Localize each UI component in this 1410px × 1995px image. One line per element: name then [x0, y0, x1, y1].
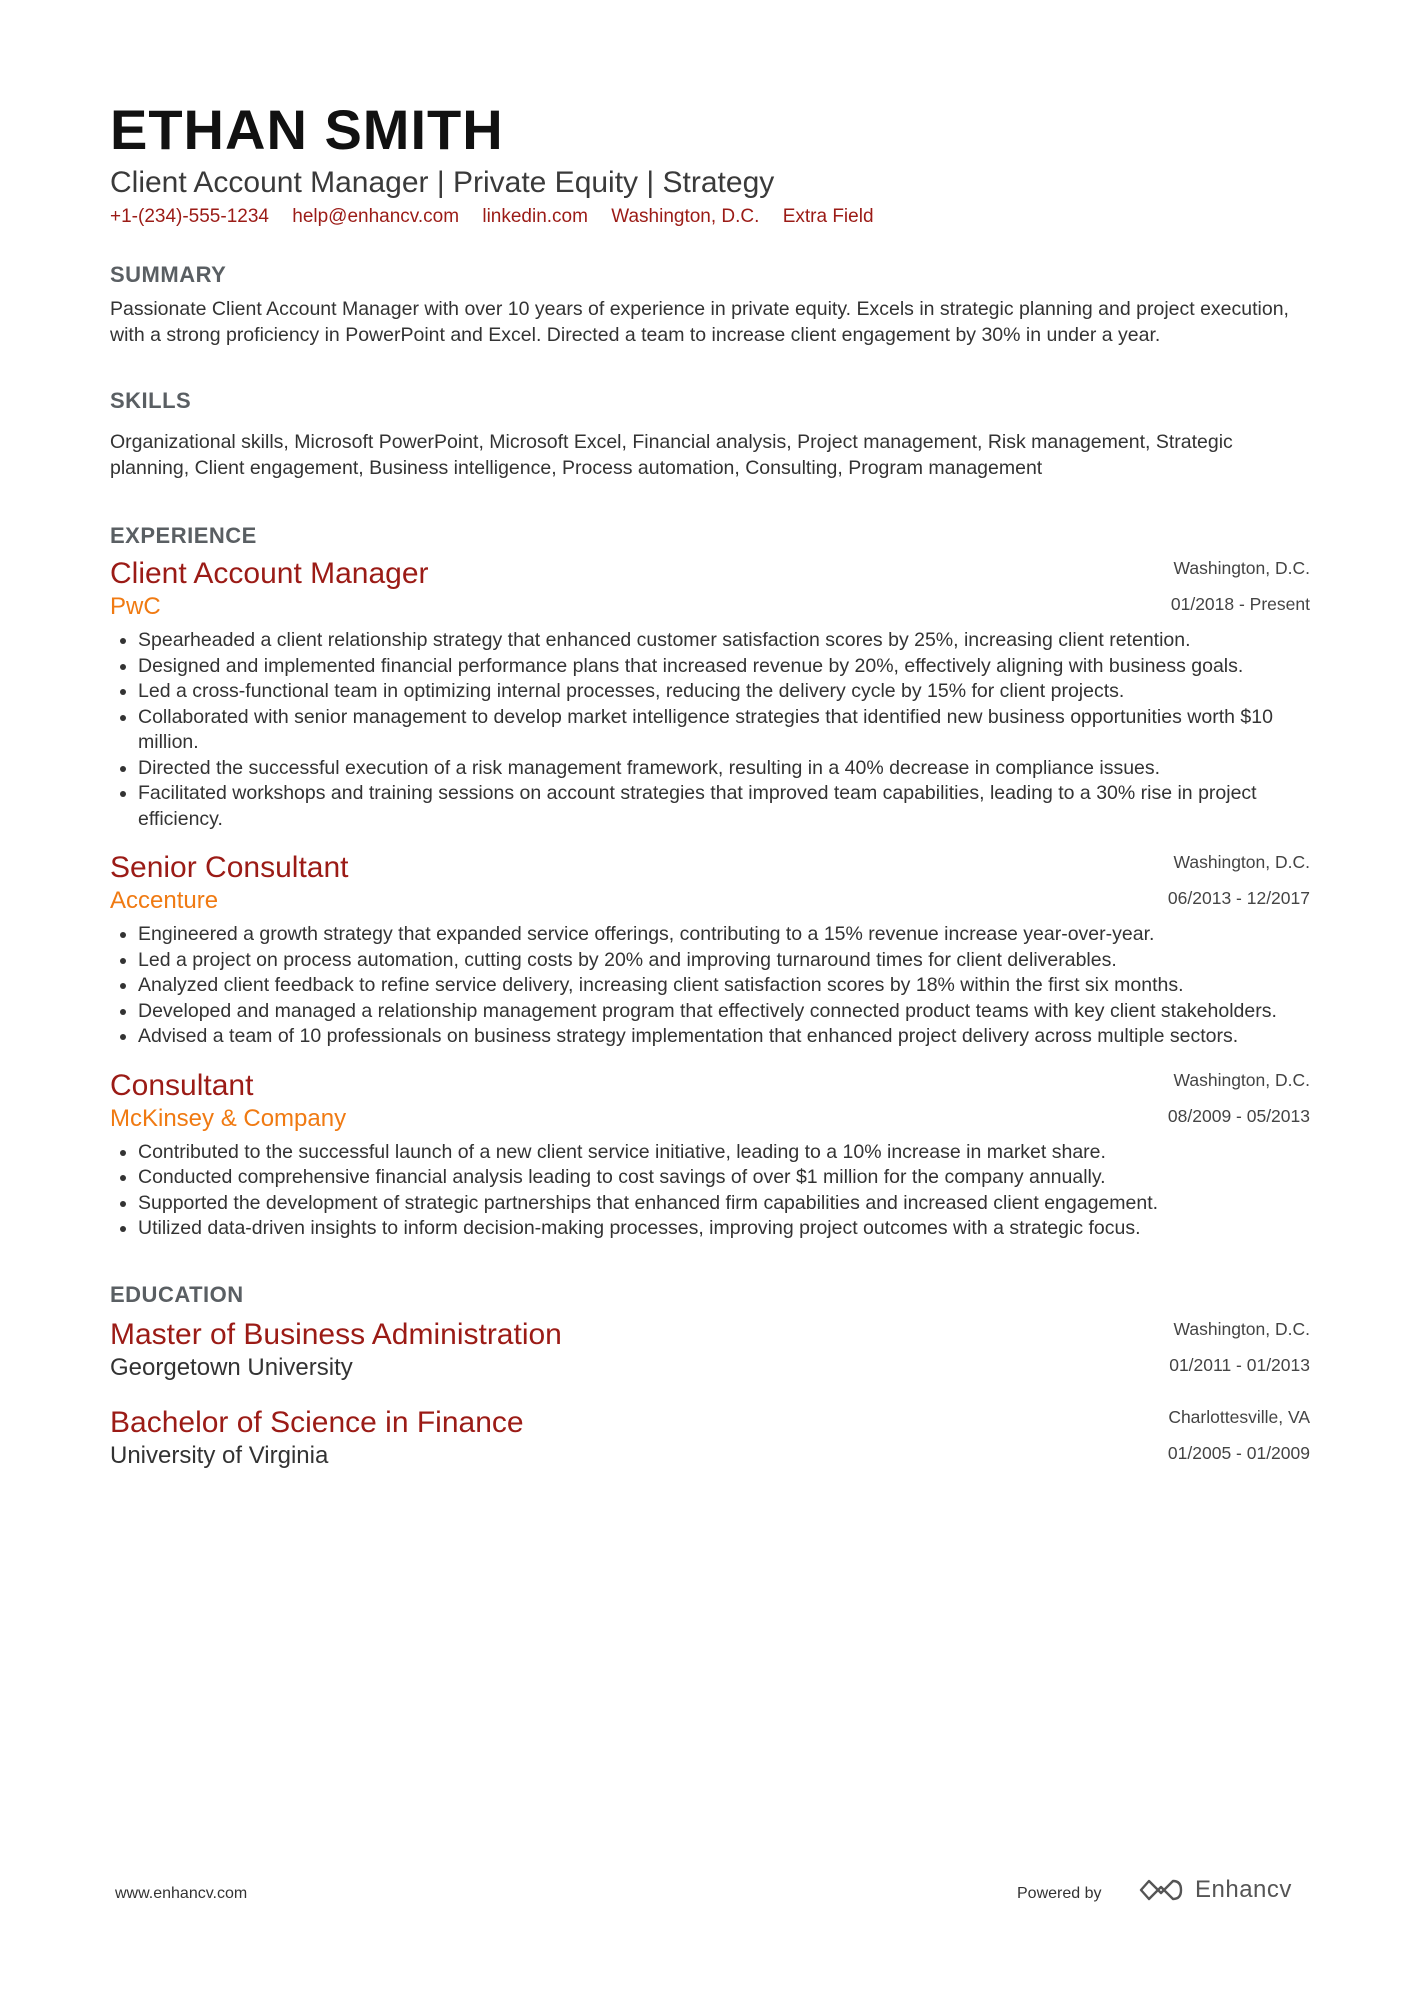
job-company: McKinsey & Company: [110, 1104, 347, 1132]
job-entry: [110, 556, 1310, 832]
summary-section: [110, 260, 1310, 348]
contact-bar: [110, 204, 1310, 230]
list-item: • Led a cross-functional team in optimizing internal processes, reducing the delivery cycle by 15% for client projects.: [138, 679, 1310, 705]
list-item: • Led a project on process automation, cutting costs by 20% and improving turnaround times for client deliverables.: [138, 948, 1310, 974]
list-item: • Collaborated with senior management to develop market intelligence strategies that identified new business opportunities worth $10 million.: [138, 705, 1310, 756]
contact-location: Washington, D.C.: [611, 206, 760, 227]
job-company: Accenture: [110, 887, 219, 914]
list-item: • Conducted comprehensive financial analysis leading to cost savings of over $1 million for the company annually.: [138, 1165, 1310, 1191]
list-item: • Directed the successful execution of a risk management framework, resulting in a 40% decrease in compliance issues.: [138, 756, 1310, 782]
degree: Bachelor of Science in Finance: [110, 1405, 524, 1439]
education-entry: [110, 1317, 1310, 1383]
list-item: • Facilitated workshops and training sessions on account strategies that improved team capabilities, leading to a 30% rise in project efficiency.: [138, 781, 1310, 832]
education-dates: 01/2011 - 01/2013: [1169, 1354, 1310, 1375]
list-item: • Spearheaded a client relationship strategy that enhanced customer satisfaction scores by 25%, increasing client retention.: [138, 628, 1310, 654]
job-dates: 06/2013 - 12/2017: [1167, 888, 1310, 908]
skills-text: Organizational skills, Microsoft PowerPoint, Microsoft Excel, Financial analysis, Project management, Risk management, Strategic planning, Client engagement, Business intelligence, Process automation, Consulting, Program management: [110, 431, 1233, 479]
education-location: Washington, D.C.: [1173, 1318, 1310, 1339]
list-item: • Utilized data-driven insights to inform decision-making processes, improving project outcomes with a strategic focus.: [138, 1216, 1310, 1242]
education-header: [110, 1405, 1310, 1471]
brand-name: Enhancv: [1195, 1876, 1292, 1903]
job-entry: [110, 850, 1310, 1050]
job-location: Washington, D.C.: [1173, 558, 1310, 578]
brand-logo[interactable]: [1137, 1876, 1292, 1904]
job-location: Washington, D.C.: [1173, 1069, 1310, 1090]
experience-heading: EXPERIENCE: [110, 523, 257, 548]
candidate-title: Client Account Manager | Private Equity | Strategy: [110, 166, 775, 199]
job-dates: 08/2009 - 05/2013: [1167, 1105, 1310, 1126]
job-bullets: [110, 922, 1310, 1050]
experience-section: [110, 521, 1310, 1242]
candidate-name: ETHAN SMITH: [110, 98, 504, 161]
enhancv-logo-icon: [1137, 1877, 1185, 1903]
education-section: [110, 1280, 1310, 1471]
contact-extra: Extra Field: [782, 206, 874, 227]
job-bullets: [110, 628, 1310, 832]
contact-phone[interactable]: +1-(234)-555-1234: [110, 206, 269, 227]
school: University of Virginia: [110, 1441, 329, 1469]
resume: [110, 98, 1310, 1471]
footer-site-link[interactable]: www.enhancv.com: [115, 1885, 248, 1902]
job-header: [110, 556, 1310, 622]
list-item: • Contributed to the successful launch of a new client service initiative, leading to a 10% increase in market share.: [138, 1140, 1310, 1166]
powered-by-label: Powered by: [1017, 1885, 1102, 1902]
skills-heading: SKILLS: [110, 388, 192, 413]
education-heading: EDUCATION: [110, 1281, 244, 1307]
contact-linkedin[interactable]: linkedin.com: [482, 206, 588, 227]
school: Georgetown University: [110, 1353, 353, 1381]
education-location: Charlottesville, VA: [1168, 1406, 1310, 1427]
list-item: • Supported the development of strategic partnerships that enhanced firm capabilities and increased client engagement.: [138, 1191, 1310, 1217]
job-header: [110, 850, 1310, 916]
contact-email[interactable]: help@enhancv.com: [292, 206, 460, 227]
skills-section: [110, 386, 1310, 481]
education-entry: [110, 1405, 1310, 1471]
job-entry: [110, 1068, 1310, 1242]
job-role: Senior Consultant: [110, 851, 349, 884]
list-item: • Advised a team of 10 professionals on business strategy implementation that enhanced project delivery across multiple sectors.: [138, 1024, 1310, 1050]
job-location: Washington, D.C.: [1173, 852, 1310, 872]
job-bullets: [110, 1140, 1310, 1242]
list-item: • Designed and implemented financial performance plans that increased revenue by 20%, effectively aligning with business goals.: [138, 654, 1310, 680]
degree: Master of Business Administration: [110, 1317, 562, 1351]
list-item: • Analyzed client feedback to refine service delivery, increasing client satisfaction scores by 18% within the first six months.: [138, 973, 1310, 999]
list-item: • Engineered a growth strategy that expanded service offerings, contributing to a 15% revenue increase year-over-year.: [138, 922, 1310, 948]
education-header: [110, 1317, 1310, 1383]
summary-heading: SUMMARY: [110, 262, 227, 287]
job-dates: 01/2018 - Present: [1170, 594, 1310, 614]
job-role: Client Account Manager: [110, 557, 429, 590]
job-header: [110, 1068, 1310, 1134]
job-company: PwC: [110, 593, 161, 620]
education-dates: 01/2005 - 01/2009: [1167, 1442, 1310, 1463]
list-item: • Developed and managed a relationship management program that effectively connected product teams with key client stakeholders.: [138, 999, 1310, 1025]
job-role: Consultant: [110, 1068, 254, 1102]
summary-text: Passionate Client Account Manager with over 10 years of experience in private equity. Excels in strategic planning and project execution, with a strong proficiency in PowerPoint and Excel. Directed a team to increase client engagement by 30% in under a year.: [110, 298, 1289, 346]
